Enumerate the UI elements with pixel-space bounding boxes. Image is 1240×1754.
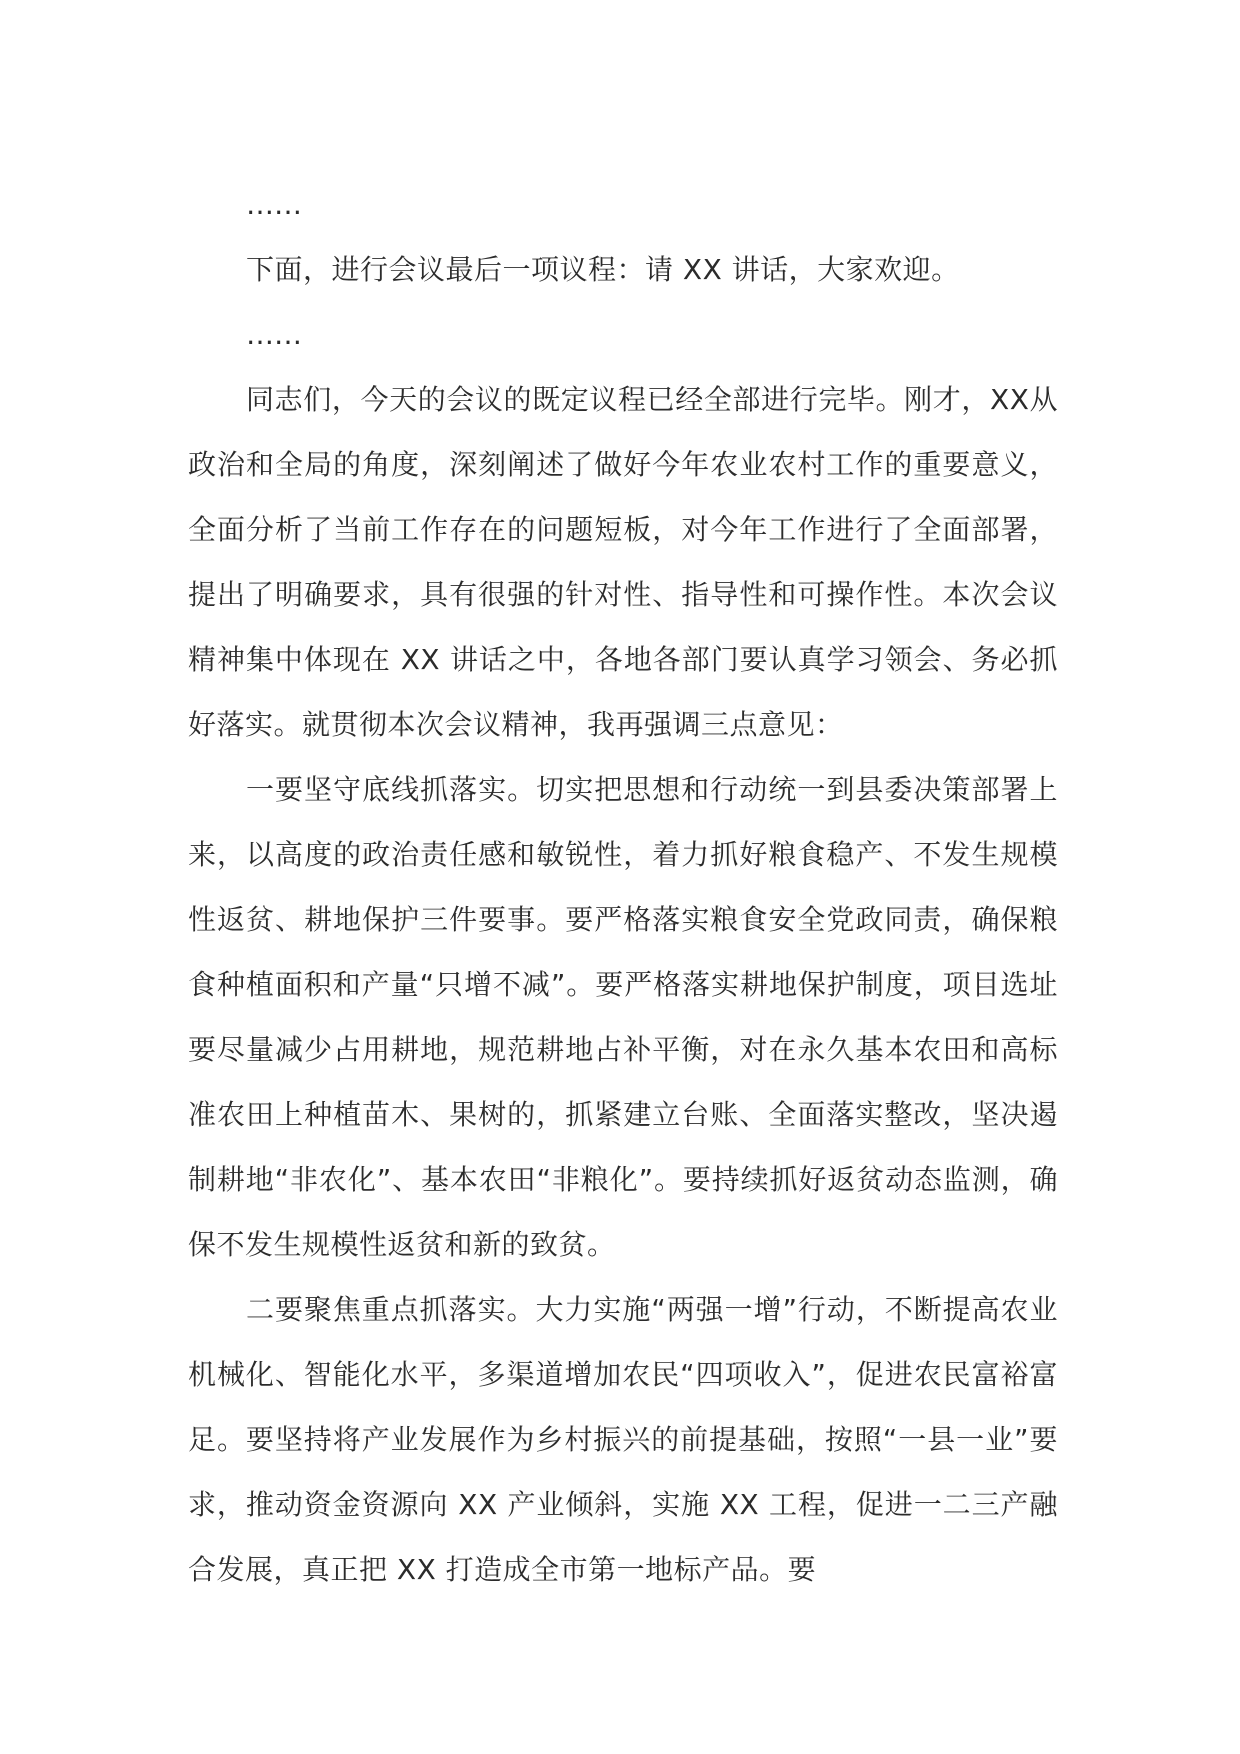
ellipsis-paragraph: …… (246, 318, 302, 351)
point-two-paragraph: 二要聚焦重点抓落实。大力实施“两强一增”行动，不断提高农业机械化、智能化水平，多渠道增加农民“四项收入”，促进农民富裕富足。要坚持将产业发展作为乡村振兴的前提基础，按照“一县一业”要求，推动资金资源向 XX 产业倾斜，实施 XX 工程，促进一二三产融合发展，真正把 XX 打造成全市第一地标产品。要 (188, 1293, 1058, 1586)
closing-remarks-paragraph: 同志们，今天的会议的既定议程已经全部进行完毕。刚才，XX从政治和全局的角度，深刻阐述了做好今年农业农村工作的重要意义，全面分析了当前工作存在的问题短板，对今年工作进行了全面部署，提出了明确要求，具有很强的针对性、指导性和可操作性。本次会议精神集中体现在 XX 讲话之中，各地各部门要认真学习领会、务必抓好落实。就贯彻本次会议精神，我再强调三点意见： (188, 383, 1058, 741)
point-one-paragraph: 一要坚守底线抓落实。切实把思想和行动统一到县委决策部署上来，以高度的政治责任感和敏锐性，着力抓好粮食稳产、不发生规模性返贫、耕地保护三件要事。要严格落实粮食安全党政同责，确保粮食种植面积和产量“只增不减”。要严格落实耕地保护制度，项目选址要尽量减少占用耕地，规范耕地占补平衡，对在永久基本农田和高标准农田上种植苗木、果树的，抓紧建立台账、全面落实整改，坚决遏制耕地“非农化”、基本农田“非粮化”。要持续抓好返贫动态监测，确保不发生规模性返贫和新的致贫。 (188, 773, 1058, 1261)
agenda-announcement-paragraph: 下面，进行会议最后一项议程：请 XX 讲话，大家欢迎。 (246, 253, 960, 286)
document-body (188, 172, 1058, 1602)
ellipsis-paragraph: …… (246, 188, 302, 221)
